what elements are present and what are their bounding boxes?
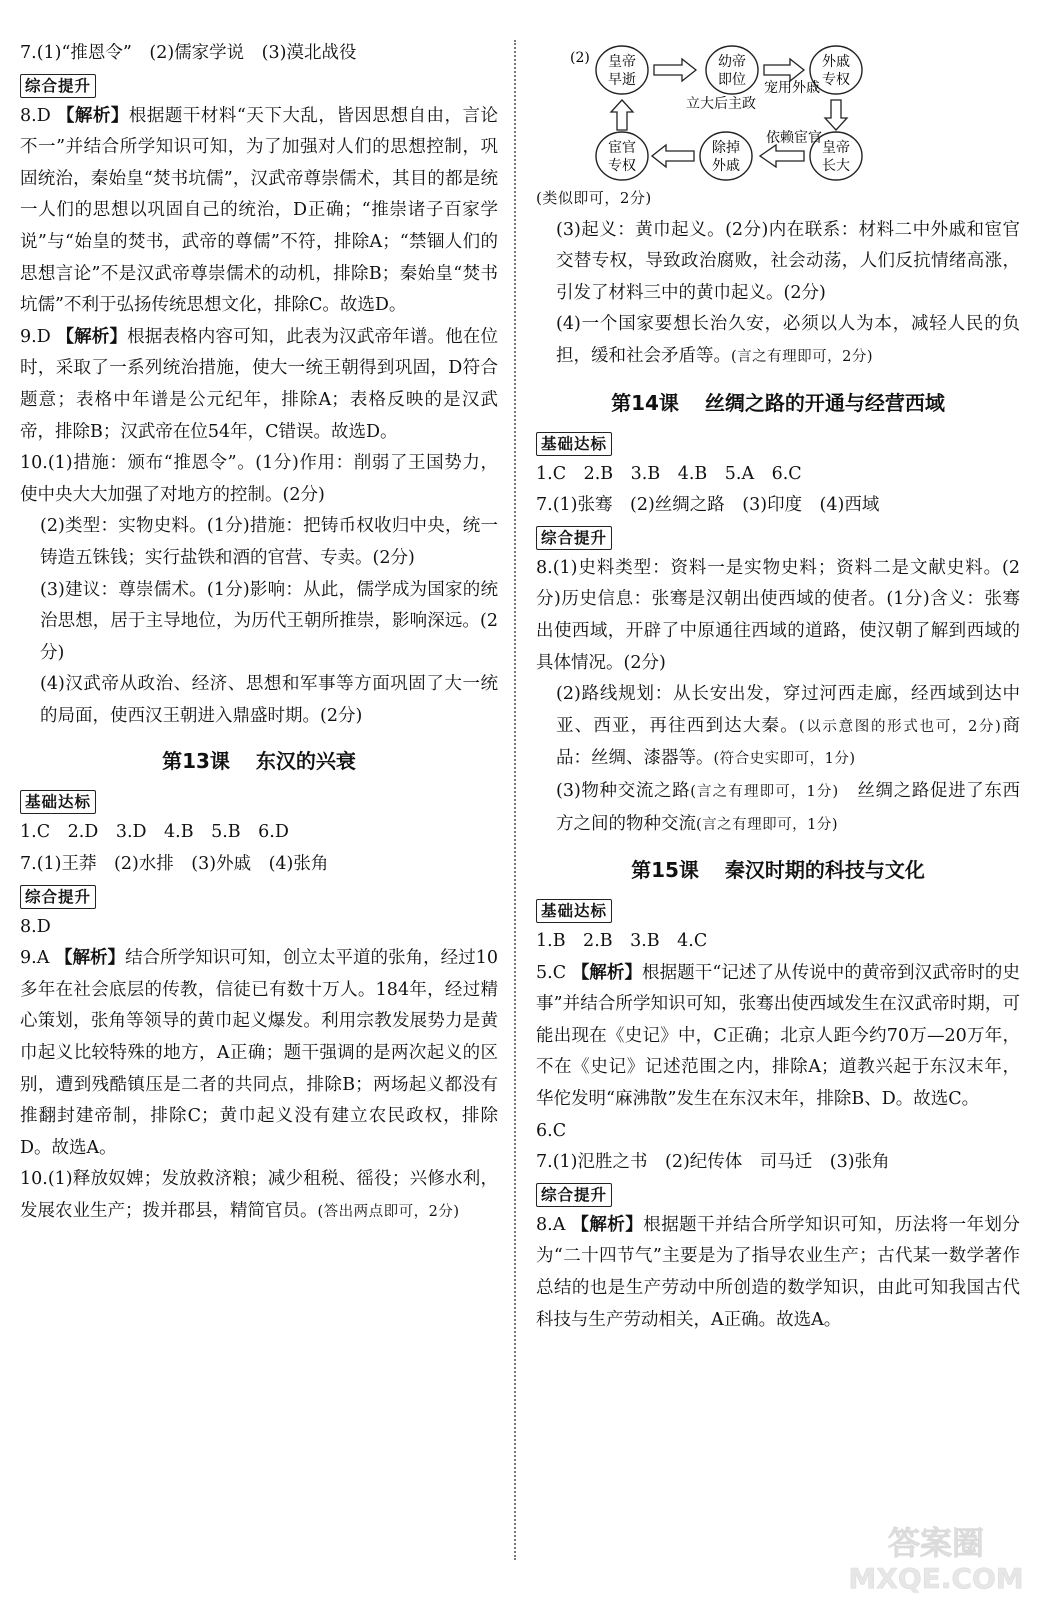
- svg-text:外戚: 外戚: [712, 158, 740, 174]
- section-tag-zonghe: 综合提升: [536, 526, 612, 550]
- r-q4-text: (4)一个国家要想长治久安，必须以人为本，减轻人民的负担，缓和社会矛盾等。: [556, 314, 1020, 366]
- lesson-number: 第13课: [162, 749, 230, 774]
- l14-q1-6: 1.C 2.B 3.B 4.B 5.A 6.C: [536, 463, 802, 484]
- lesson-15-heading: [536, 855, 1020, 885]
- node-chudiao-waiqi: [700, 132, 752, 180]
- q8-text: 根据题干材料“天下大乱，皆因思想自由，言论不一”并结合所学知识可知，为了加强对人们的思想控制，巩固统治，秦始皇“焚书坑儒”，汉武帝尊崇儒术，其目的都是统一人们的思想以巩固自己的统治，D正确；“推崇诸子百家学说”与“始皇的焚书，武帝的尊儒”不符，排除A；“禁锢人们的思想言论”不是汉武帝尊崇儒术的动机，排除B；秦始皇“焚书坑儒”不利于弘扬传统思想文化，排除C。故选D。: [20, 105, 498, 316]
- l14-q8-note: (以示意图的形式也可，2分): [798, 718, 1002, 735]
- svg-text:长大: 长大: [822, 158, 850, 174]
- l14-q8-part3-b: 丝绸之路促进了东西方之间的物种交流: [556, 780, 1021, 834]
- svg-text:宦官: 宦官: [608, 140, 636, 156]
- q10-part2: (2)类型：实物史料。(1分)措施：把铸币权收归中央，统一铸造五铢钱；实行盐铁和酒的官营、专卖。(2分): [40, 516, 498, 568]
- section-tag-jichu: 基础达标: [20, 790, 96, 814]
- l15-q8-text: 根据题干并结合所学知识可知，历法将一年划分为“二十四节气”主要是为了指导农业生产；古代某一数学著作总结的也是生产劳动中所创造的数学知识，由此可知我国古代科技与生产劳动相关，A正确。故选A。: [536, 1214, 1020, 1330]
- q9-text: 根据表格内容可知，此表为汉武帝年谱。他在位时，采取了一系列统治措施，使大一统王朝得到巩固，D符合题意；表格中年谱是公元纪年，排除A；表格反映的是汉武帝，排除B；汉武帝在位54年，C错误。故选D。: [20, 326, 498, 442]
- node-huangdi-zaoshi: [596, 46, 648, 94]
- l13-q10-text: 10.(1)释放奴婢；发放救济粮；减少租税、徭役；兴修水利，发展农业生产；拨并郡县，精简官员。: [20, 1169, 498, 1221]
- l14-q8-part2-goods: 商品：丝绸、漆器等。: [556, 715, 1021, 769]
- l15-q5-answer: [536, 958, 1020, 1116]
- svg-text:早逝: 早逝: [608, 72, 636, 88]
- watermark-text-en: MXQE.COM: [848, 1562, 1024, 1595]
- l15-q5-number: 5.C: [536, 962, 567, 983]
- analysis-tag: 【解析】: [571, 962, 643, 983]
- l14-q8-note: (言之有理即可，1分): [690, 783, 839, 800]
- l14-q8-note: (言之有理即可，1分): [696, 816, 839, 833]
- l13-q9-number: 9.A: [20, 948, 50, 969]
- section-tag-zonghe: 综合提升: [536, 1183, 612, 1207]
- l15-q1-4: 1.B 2.B 3.B 4.C: [536, 931, 708, 952]
- q10-part3: (3)建议：尊崇儒术。(1分)影响：从此，儒学成为国家的统治思想，居于主导地位，为历代王朝所推崇，影响深远。(2分): [40, 579, 498, 663]
- arrow-n2-n3: [764, 59, 804, 81]
- arrow-n4-n5: [760, 145, 804, 167]
- l14-q8-note: (符合史实即可，1分): [713, 751, 856, 768]
- right-column: [536, 38, 1020, 1336]
- cycle-diagram: [536, 38, 1020, 183]
- section-tag-jichu: 基础达标: [536, 899, 612, 923]
- lesson-title: 丝绸之路的开通与经营西域: [704, 390, 945, 415]
- l14-q8-part2: [536, 679, 1020, 776]
- q7-answer: 7.(1)“推恩令” (2)儒家学说 (3)漠北战役: [20, 43, 357, 63]
- left-column: [20, 38, 498, 1229]
- svg-text:专权: 专权: [822, 72, 850, 88]
- svg-text:外戚: 外戚: [822, 54, 850, 70]
- lesson-13-heading: [20, 746, 498, 776]
- l13-q10: [20, 1164, 498, 1228]
- analysis-tag: 【解析】: [571, 1214, 644, 1235]
- l13-q1-6: 1.C 2.D 3.D 4.B 5.B 6.D: [20, 822, 289, 843]
- l15-q7: 7.(1)氾胜之书 (2)纪传体 司马迁 (3)张角: [536, 1152, 890, 1173]
- analysis-tag: 【解析】: [56, 326, 128, 347]
- l13-q10-note: (答出两点即可，2分): [317, 1204, 460, 1220]
- watermark-logo: [836, 1516, 1036, 1596]
- svg-text:即位: 即位: [718, 72, 746, 88]
- q8-answer: [20, 101, 498, 322]
- r-q4-note: (言之有理即可，2分): [731, 348, 874, 365]
- lesson-title: 秦汉时期的科技与文化: [724, 858, 925, 883]
- arrow-n5-n6: [652, 145, 694, 167]
- lesson-number: 第14课: [611, 390, 679, 415]
- node-youdi-jiwei: [706, 46, 758, 94]
- section-tag-zonghe: 综合提升: [20, 885, 96, 909]
- edge-label-c: 依赖宦官: [766, 130, 822, 146]
- edge-label-b: 立大后主政: [686, 96, 756, 112]
- q10-part4: (4)汉武帝从政治、经济、思想和军事等方面巩固了大一统的局面，使西汉王朝进入鼎盛时期。(2分): [40, 674, 498, 726]
- l13-q8: 8.D: [20, 916, 51, 937]
- r-q3: (3)起义：黄巾起义。(2分)内在联系：材料二中外戚和宦官交替专权，导致政治腐败，社会动荡，人们反抗情绪高涨，引发了材料三中的黄巾起义。(2分): [556, 219, 1020, 303]
- l14-q8-part3-a: (3)物种交流之路: [556, 780, 691, 801]
- q8-number: 8.D: [20, 105, 51, 126]
- arrow-n1-n2: [654, 59, 696, 81]
- q10-part1: 10.(1)措施：颁布“推恩令”。(1分)作用：削弱了王国势力，使中央大大加强了对地方的控制。(2分): [20, 453, 498, 505]
- svg-text:幼帝: 幼帝: [718, 54, 746, 70]
- watermark-text-cn: 答案圈: [887, 1524, 985, 1562]
- analysis-tag: 【解析】: [56, 105, 129, 126]
- section-tag-jichu: 基础达标: [536, 432, 612, 456]
- arrow-n3-n4: [825, 100, 847, 130]
- lesson-title: 东汉的兴衰: [255, 749, 356, 774]
- l13-q9-text: 结合所学知识可知，创立太平道的张角，经过10多年在社会底层的传教，信徒已有数十万人。184年，经过精心策划，张角等领导的黄巾起义爆发。利用宗教发展势力是黄巾起义比较特殊的地方，A正确；题干强调的是两次起义的区别，遭到残酷镇压是二者的共同点，排除B；两场起义都没有推翻封建帝制，排除C；黄巾起义没有建立农民政权，排除D。故选A。: [20, 948, 498, 1158]
- l15-q5-text: 根据题干“记述了从传说中的黄帝到汉武帝时的史事”并结合所学知识可知，张骞出使西域发生在汉武帝时期，可能出现在《史记》中，C正确；北京人距今约70万—20万年，不在《史记》记述范围之内，排除A；道教兴起于东汉末年，华佗发明“麻沸散”发生在东汉末年，排除B、D。故选C。: [536, 962, 1020, 1110]
- svg-text:皇帝: 皇帝: [822, 140, 850, 156]
- lesson-number: 第15课: [631, 858, 699, 883]
- lesson-14-heading: [536, 388, 1020, 418]
- node-huanguan-zhuanquan: [596, 132, 648, 180]
- l14-q7: 7.(1)张骞 (2)丝绸之路 (3)印度 (4)西域: [536, 495, 880, 516]
- column-divider: [514, 40, 516, 1560]
- l14-q8-part1: 8.(1)史料类型：资料一是实物史料；资料二是文献史料。(2分)历史信息：张骞是汉朝出使西域的使者。(1分)含义：张骞出使西域，开辟了中原通往西域的道路，使汉朝了解到西域的具体情况。(2分): [536, 557, 1020, 673]
- l13-q9-answer: [20, 943, 498, 1164]
- l15-q8-answer: [536, 1210, 1020, 1336]
- q9-number: 9.D: [20, 326, 51, 347]
- svg-text:皇帝: 皇帝: [608, 54, 636, 70]
- q9-answer: [20, 322, 498, 448]
- l14-q8-part2-text: (2)路线规划：从长安出发，穿过河西走廊，经西域到达中亚、西亚，再往西到达大秦。: [556, 684, 1020, 736]
- r-q4: [536, 309, 1020, 373]
- svg-text:除掉: 除掉: [712, 140, 740, 156]
- l13-q7: 7.(1)王莽 (2)水排 (3)外戚 (4)张角: [20, 854, 329, 875]
- l15-q8-number: 8.A: [536, 1214, 566, 1235]
- arrow-n6-n1: [611, 100, 633, 130]
- cycle-diagram-svg: [536, 38, 1020, 183]
- svg-text:专权: 专权: [608, 158, 636, 174]
- analysis-tag: 【解析】: [54, 948, 126, 969]
- diagram-label: (2): [570, 50, 590, 66]
- l15-q6: 6.C: [536, 1120, 567, 1141]
- edge-label-a: 宠用外戚: [764, 80, 820, 96]
- section-tag-zonghe: 综合提升: [20, 74, 96, 98]
- diagram-note: (类似即可，2分): [536, 189, 652, 207]
- l14-q8-part3: [536, 776, 1020, 841]
